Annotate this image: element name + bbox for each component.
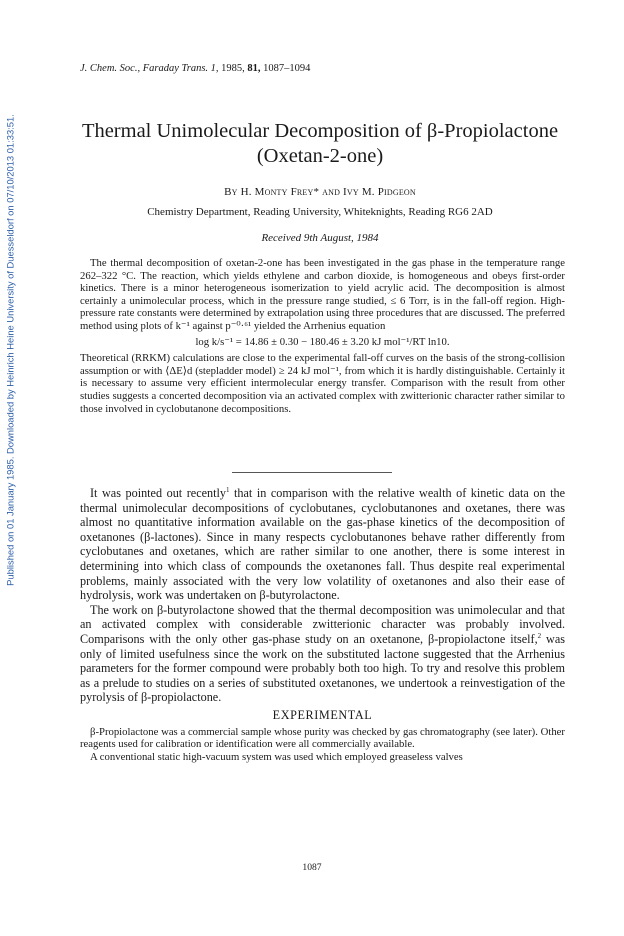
journal-pages: 1087–1094 <box>263 63 311 74</box>
reference-1[interactable]: 1 <box>225 485 230 494</box>
section-divider <box>232 472 392 473</box>
abstract-paragraph-1: The thermal decomposition of oxetan-2-one has been investigated in the gas phase in the temperature range 262–322 °C. The reaction, which yields ethylene and carbon dioxide, is homogeneous and obeys first-order kinetics. There is a minor heterogeneous isomerization to yield acrylic acid. The decomposition is almost certainly a unimolecular process, which in the pressure range studied, ≤ 6 Torr, is in the fall-off region. High-pressure rate constants were determined by extrapolation using three procedures that are discussed. The preferred method using plots of k⁻¹ against p⁻⁰·⁶¹ yielded the Arrhenius equation <box>80 257 565 332</box>
body-p2-end: was only of limited usefulness since the work on the substituted lactone suggested that the Arrhenius parameters for the former compound were probably both too high. To try and resolve this problem as a prelude to studies on a series of substituted oxetanones, we undertook a reinvestigation of the pyrolysis of β-propiolactone. <box>80 631 565 705</box>
author-frey: H. Monty Frey* <box>240 186 320 198</box>
page-number: 1087 <box>302 862 322 873</box>
abstract-paragraph-2: Theoretical (RRKM) calculations are close to the experimental fall-off curves on the basis of the strong-collision assumption or with ⟨ΔE⟩d (stepladder model) ≥ 24 kJ mol⁻¹, from which it is hardly distinguishable. Certainly it is necessary to assume very efficient intermolecular energy transfer. Comparison with the result from other studies suggests a concerted decomposition via an activated complex with zwitterionic character rather similar to those involved in cyclobutanone decompositions. <box>80 352 565 415</box>
reference-2[interactable]: 2 <box>537 631 542 640</box>
author-pidgeon: Ivy M. Pidgeon <box>343 186 416 198</box>
title-line-1: Thermal Unimolecular Decomposition of β-Propiolactone <box>81 120 559 142</box>
journal-volume: 81, <box>247 63 261 74</box>
and-label: and <box>322 186 341 198</box>
body-paragraph-3: β-Propiolactone was a commercial sample whose purity was checked by gas chromatography (see later). Other reagents used for calibration or identification were all commercially available. <box>80 725 565 751</box>
author-line <box>60 186 580 198</box>
body-text <box>80 486 565 763</box>
title-line-2: (Oxetan-2-one) <box>256 145 384 167</box>
article-title <box>60 119 580 169</box>
arrhenius-equation: log k/s⁻¹ = 14.86 ± 0.30 − 180.46 ± 3.20 kJ mol⁻¹/RT ln10. <box>195 335 450 348</box>
affiliation: Chemistry Department, Reading University, Whiteknights, Reading RG6 2AD <box>147 206 493 218</box>
download-watermark <box>3 100 17 600</box>
download-watermark-text[interactable]: Published on 01 January 1985. Downloaded by Heinrich Heine University of Duesseldorf on 07/10/2013 01:33:51. <box>4 114 16 586</box>
body-paragraph-4: A conventional static high-vacuum system was used which employed greaseless valves <box>90 750 463 763</box>
journal-year: 1985, <box>221 63 245 74</box>
body-paragraph-1 <box>80 486 565 603</box>
body-p1-start: It was pointed out recently <box>90 486 226 500</box>
section-heading-experimental: EXPERIMENTAL <box>272 707 373 722</box>
body-p1-end: that in comparison with the relative wealth of kinetic data on the thermal unimolecular decompositions of cyclobutanes, cyclobutanones and oxetanes, there was almost no quantitative information available on the gas-phase kinetics of the decomposition of oxetanones (β-lactones). Since in many respects cyclobutanones behave rather differently from cyclobutanes and oxetanes, which are rather similar to one another, there is some interest in determining into which class of compounds the oxetanones fall. Thus despite real experimental problems, mainly associated with the very low volatility of oxetanones and also their ease of hydrolysis, work was undertaken on β-butyrolactone. <box>80 486 565 603</box>
received-date: Received 9th August, 1984 <box>261 232 379 244</box>
by-label: By <box>224 186 238 198</box>
body-p2-start: The work on β-butyrolactone showed that the thermal decomposition was unimolecular and that an activated complex with considerable zwitterionic character was probably involved. Comparisons with the only other gas-phase study on an oxetanone, β-propiolactone itself, <box>80 602 565 646</box>
journal-name: J. Chem. Soc., Faraday Trans. 1, <box>80 63 219 74</box>
journal-citation <box>80 63 310 74</box>
abstract <box>80 257 565 415</box>
body-paragraph-2 <box>80 603 565 705</box>
